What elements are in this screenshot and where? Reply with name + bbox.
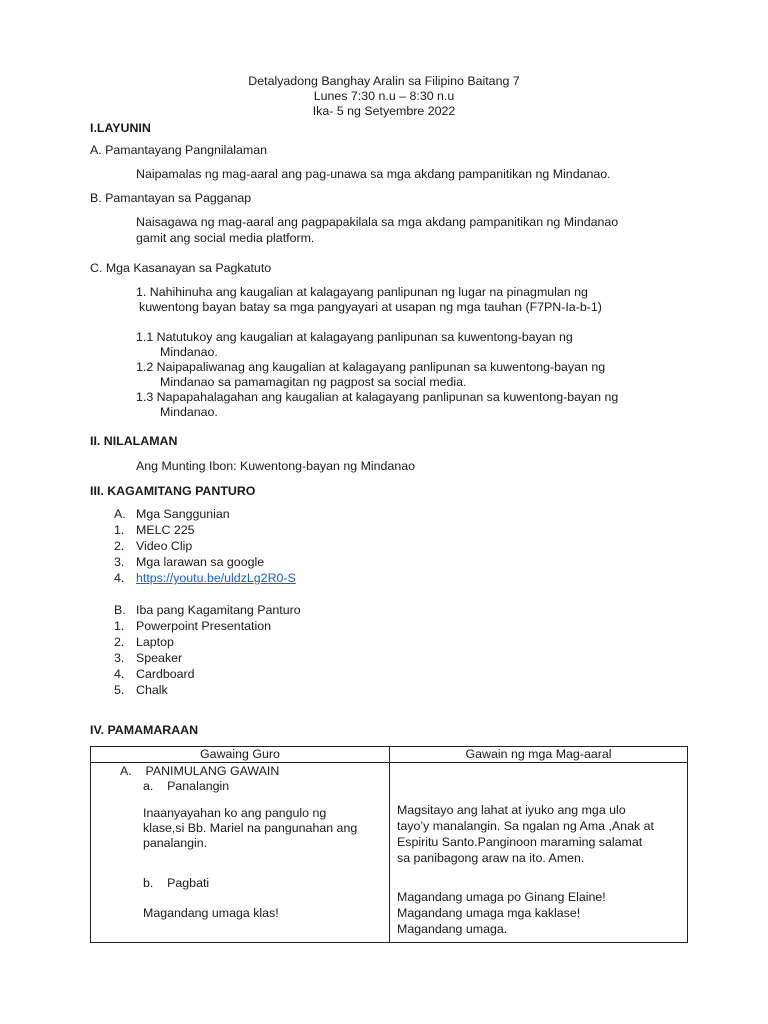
aaral-pagbati-line-2: Magandang umaga mga kaklase! <box>397 906 581 920</box>
list-item <box>114 651 182 666</box>
table-row <box>91 763 688 943</box>
list-item <box>114 619 271 634</box>
list-item <box>114 635 174 650</box>
list-marker: B. <box>114 603 126 617</box>
list-item <box>114 667 195 682</box>
list-item-text: Mga larawan sa google <box>136 555 265 569</box>
aaral-panalangin-line-2: tayo’y manalangin. Sa ngalan ng Ama ,Anak at <box>397 819 654 833</box>
list-number: 2. <box>114 635 125 649</box>
aaral-pagbati-line-3: Magandang umaga. <box>397 922 508 936</box>
sub-marker: b. <box>143 876 154 890</box>
kasanayan-sub-1-3-line-1: 1.3 Napapahalagahan ang kaugalian at kalagayang panlipunan sa kuwentong-bayan ng <box>136 390 619 404</box>
list-item-text: Video Clip <box>136 539 193 553</box>
kasanayan-sub-1-2-line-1: 1.2 Naipapaliwanag ang kaugalian at kalagayang panlipunan sa kuwentong-bayan ng <box>136 360 606 374</box>
list-a-header <box>114 507 230 522</box>
list-item-text: Speaker <box>136 651 183 665</box>
pamantayan-sa-pagganap-text-1: Naisagawa ng mag-aaral ang pagpapakilala sa mga akdang pampanitikan ng Mindanao <box>136 215 619 229</box>
sub-marker: a. <box>143 779 154 793</box>
mag-aaral-cell <box>390 763 688 943</box>
kasanayan-item-1-line-2: kuwentong bayan batay sa mga pangyayari at usapan ng mga tauhan (F7PN-Ia-b-1) <box>139 300 602 314</box>
guro-panalangin-line-3: panalangin. <box>143 836 208 850</box>
document-time: Lunes 7:30 n.u – 8:30 n.u <box>313 89 455 103</box>
list-number: 3. <box>114 651 125 665</box>
pagbati-title: Pagbati <box>167 876 210 890</box>
list-number: 1. <box>114 619 125 633</box>
list-item <box>114 539 192 554</box>
list-item <box>114 571 296 586</box>
guro-panalangin-line-2: klase,si Bb. Mariel na pangunahan ang <box>143 821 358 835</box>
document-title: Detalyadong Banghay Aralin sa Filipino Baitang 7 <box>248 74 520 88</box>
list-a-title: Mga Sanggunian <box>136 507 230 521</box>
list-item-text: Chalk <box>136 683 168 697</box>
kasanayan-sub-1-3-line-2: Mindanao. <box>160 405 218 419</box>
pamantayang-pangnilalaman-text: Naipamalas ng mag-aaral ang pag-unawa sa mga akdang pampanitikan ng Mindanao. <box>136 167 611 181</box>
youtube-link[interactable]: https://youtu.be/uldzLg2R0-S <box>136 571 296 585</box>
document-date: Ika- 5 ng Setyembre 2022 <box>312 104 456 118</box>
list-number: 3. <box>114 555 125 569</box>
aaral-panalangin-line-4: sa panibagong araw na ito. Amen. <box>397 851 585 865</box>
section-kagamitan-heading: III. KAGAMITANG PANTURO <box>90 484 256 498</box>
list-item-text: Laptop <box>136 635 174 649</box>
list-number: 4. <box>114 571 125 585</box>
list-number: 1. <box>114 523 125 537</box>
list-marker: A. <box>114 507 126 521</box>
panimulang-gawain-row <box>120 764 279 779</box>
aaral-panalangin-line-1: Magsitayo ang lahat at iyuko ang mga ulo <box>397 803 626 817</box>
aaral-panalangin-line-3: Espiritu Santo.Panginoon maraming salamat <box>397 835 643 849</box>
panalangin-row <box>143 779 229 794</box>
table-header-row <box>91 747 688 763</box>
pamantayang-pangnilalaman-label: A. Pamantayang Pangnilalaman <box>90 143 268 157</box>
list-number: 2. <box>114 539 125 553</box>
aaral-pagbati-line-1: Magandang umaga po Ginang Elaine! <box>397 890 606 904</box>
list-number: 4. <box>114 667 125 681</box>
kasanayan-item-1-line-1: 1. Nahihinuha ang kaugalian at kalagayang panlipunan ng lugar na pinagmulan ng <box>136 285 588 299</box>
guro-cell <box>91 763 390 943</box>
guro-panalangin-line-1: Inaanyayahan ko ang pangulo ng <box>143 806 327 820</box>
col-gawaing-guro-header: Gawaing Guro <box>91 747 390 763</box>
pamantayan-sa-pagganap-text-2: gamit ang social media platform. <box>136 231 315 245</box>
section-layunin-heading: I.LAYUNIN <box>90 121 151 135</box>
list-item <box>114 683 168 698</box>
list-item <box>114 523 195 538</box>
panimulang-gawain-title: PANIMULANG GAWAIN <box>145 764 280 778</box>
kasanayan-sub-1-2-line-2: Mindanao sa pamamagitan ng pagpost sa social media. <box>160 375 467 389</box>
list-b-header <box>114 603 301 618</box>
list-item-text: Powerpoint Presentation <box>136 619 272 633</box>
panalangin-title: Panalangin <box>167 779 230 793</box>
guro-pagbati-text: Magandang umaga klas! <box>143 906 279 920</box>
pamantayan-sa-pagganap-label: B. Pamantayan sa Pagganap <box>90 191 252 205</box>
list-number: 5. <box>114 683 125 697</box>
list-item <box>114 555 264 570</box>
kasanayan-sub-1-1-line-1: 1.1 Natutukoy ang kaugalian at kalagayang panlipunan sa kuwentong-bayan ng <box>136 330 573 344</box>
nilalaman-text: Ang Munting Ibon: Kuwentong-bayan ng Mindanao <box>136 459 415 473</box>
col-gawain-mag-aaral-header: Gawain ng mga Mag-aaral <box>390 747 688 763</box>
pamamaraan-table <box>90 746 688 943</box>
list-b-title: Iba pang Kagamitang Panturo <box>136 603 301 617</box>
list-item-text: Cardboard <box>136 667 195 681</box>
kasanayan-label: C. Mga Kasanayan sa Pagkatuto <box>90 261 272 275</box>
part-marker: A. <box>120 764 132 778</box>
kasanayan-sub-1-1-line-2: Mindanao. <box>160 345 218 359</box>
section-pamamaraan-heading: IV. PAMAMARAAN <box>90 723 199 737</box>
section-nilalaman-heading: II. NILALAMAN <box>90 434 178 448</box>
list-item-text: MELC 225 <box>136 523 195 537</box>
pagbati-row <box>143 876 209 891</box>
